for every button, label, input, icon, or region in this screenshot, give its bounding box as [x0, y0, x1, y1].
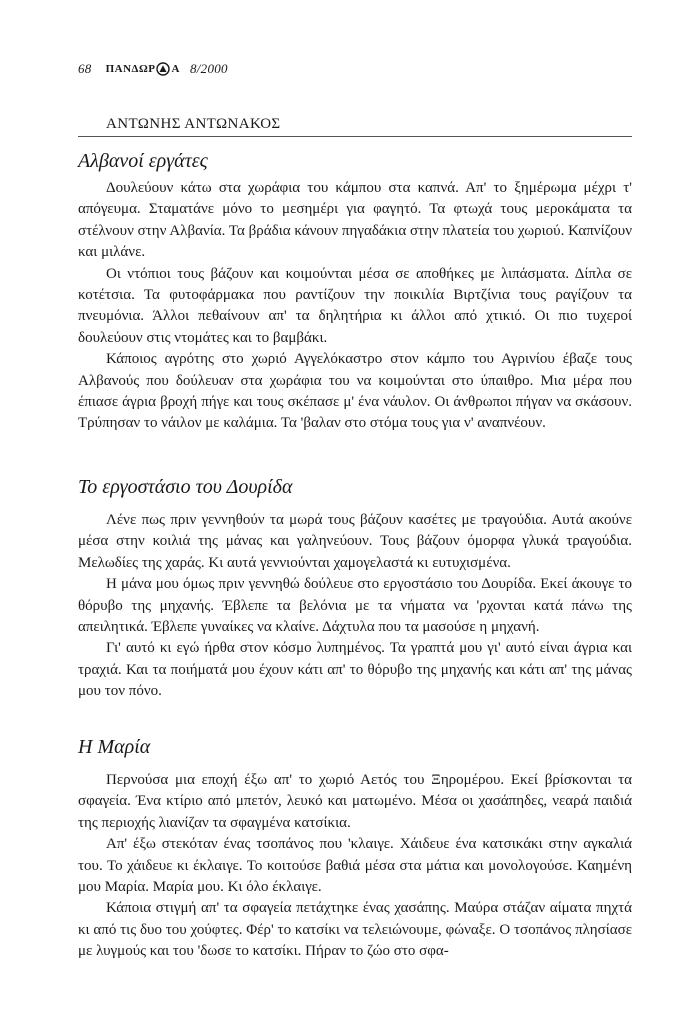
magazine-name-part1: ΠΑΝΔΩΡ	[105, 63, 156, 75]
magazine-logo	[106, 62, 180, 76]
section-body	[78, 510, 632, 703]
issue-number: 8/2000	[189, 61, 228, 76]
page-number: 68	[78, 61, 92, 76]
pandora-logo-icon	[156, 62, 170, 76]
paragraph: Κάποια στιγμή απ' τα σφαγεία πετάχτηκε ένας χασάπης. Μαύρα στάζαν αίματα πηχτά κι από τις δυο του χούφτες. Φέρ' το κατσίκι να τελειώνουμε, φώναξε. Ο τσοπάνος πλησίασε με λυγμούς και του 'δωσε το κατσίκι. Πήραν το ζώο στο σφα-	[78, 900, 632, 960]
section-title: Αλβανοί εργάτες	[78, 150, 208, 172]
paragraph: Η μάνα μου όμως πριν γεννηθώ δούλευε στο εργοστάσιο του Δουρίδα. Εκεί άκουγε το θόρυβο της μηχανής. Έβλεπε τα βελόνια με τα νήματα να 'ρχονται κατά πάνω της απειλητικά. Έβλεπε γυναίκες να κλαίνε. Δάχτυλα που τα μασούσε η μηχανή.	[78, 576, 632, 636]
running-head	[78, 58, 228, 80]
paragraph: Περνούσα μια εποχή έξω απ' το χωριό Αετός του Ξηρομέρου. Εκεί βρίσκονται τα σφαγεία. Ένα κτίριο από μπετόν, λευκό και ματωμένο. Μέσα οι χασάπηδες, νεαρά παιδιά της περιοχής λιανίζαν τα σφαγμένα κατσίκια.	[78, 772, 632, 831]
section-body	[78, 178, 632, 435]
paragraph: Δουλεύουν κάτω στα χωράφια του κάμπου στα καπνά. Απ' το ξημέρωμα μέχρι τ' απόγευμα. Σταματάνε μόνο το μεσημέρι για φαγητό. Τα φτωχά τους μεροκάματα τα στέλνουν στην Αλβανία. Τα βράδια κάνουν πηγαδάκια στην πλατεία του χωριού. Καπνίζουν και μιλάνε.	[78, 180, 632, 261]
paragraph: Λένε πως πριν γεννηθούν τα μωρά τους βάζουν κασέτες με τραγούδια. Αυτά ακούνε μέσα στην κοιλιά της μάνας και γαληνεύουν. Τους βάζουν όμορφα γλυκά τραγούδια. Μελωδίες της χαράς. Κι αυτά γεννιούνται χαμογελαστά κι ευτυχισμένα.	[78, 512, 632, 571]
section-body	[78, 770, 632, 963]
paragraph: Γι' αυτό κι εγώ ήρθα στον κόσμο λυπημένος. Τα γραπτά μου γι' αυτό είναι άγρια και τραχιά. Και τα ποιήματά μου έχουν κάτι απ' το θόρυβο της μηχανής και κάτι απ' της μάνας μου τον πόνο.	[78, 640, 632, 700]
author-name: ΑΝΤΩΝΗΣ ΑΝΤΩΝΑΚΟΣ	[106, 116, 281, 132]
section-title: Η Μαρία	[78, 736, 151, 758]
magazine-name-part2: Α	[171, 63, 180, 75]
header-rule	[78, 136, 632, 137]
paragraph: Απ' έξω στεκόταν ένας τσοπάνος που 'κλαιγε. Χάιδευε ένα κατσικάκι στην αγκαλιά του. Το χάιδευε κι έκλαιγε. Το κοιτούσε βαθιά μέσα στα μάτια και μονολογούσε. Καημένη μου Μαρία. Μαρία μου. Κι όλο έκλαιγε.	[78, 836, 632, 896]
paragraph: Κάποιος αγρότης στο χωριό Αγγελόκαστρο στον κάμπο του Αγρινίου έβαζε τους Αλβανούς που δούλευαν στα χωράφια του να κοιμούνται στο ύπαιθρο. Μια μέρα που έπιασε άγρια βροχή πήγε και τους σκέπασε μ' ένα νάυλον. Οι άνθρωποι πήγαν να σκάσουν. Τρύπησαν το νάιλον με καλάμια. Τα 'βαλαν στο στόμα τους για ν' αναπνέουν.	[78, 351, 632, 432]
paragraph: Οι ντόπιοι τους βάζουν και κοιμούνται μέσα σε αποθήκες με λιπάσματα. Δίπλα σε κοτέτσια. Τα φυτοφάρμακα που ραντίζουν την ποικιλία Βιρτζίνια τους ραγίζουν τα πνευμόνια. Άλλοι πεθαίνουν απ' τα δηλητήρια κι άλλοι από χτικιό. Οι πιο τυχεροί δουλεύουν στις ντομάτες και το βαμβάκι.	[78, 265, 632, 346]
section-title: Το εργοστάσιο του Δουρίδα	[78, 476, 293, 498]
